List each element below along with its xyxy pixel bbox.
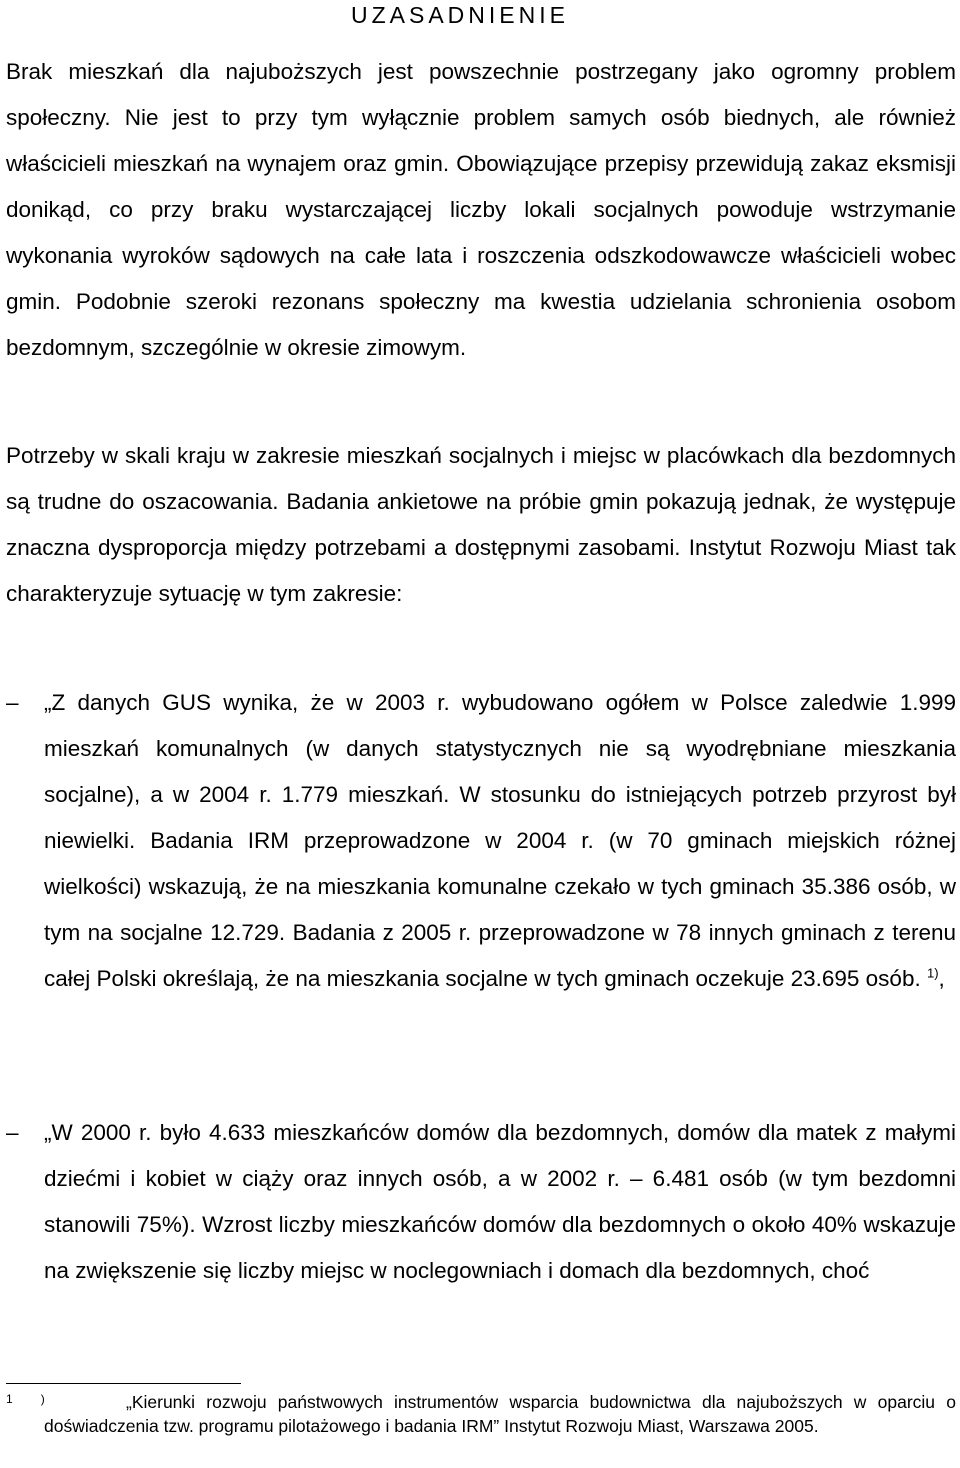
bullet-text: „Z danych GUS wynika, że w 2003 r. wybudowano ogółem w Polsce zaledwie 1.999 mieszkań komunalnych (w danych statystycznych nie są wyodrębniane mieszkania socjalne), a w 2004 r. 1.779 mieszkań. W stosunku do istniejących potrzeb przyrost był niewielki. Badania IRM przeprowadzone w 2004 r. (w 70 gminach miejskich różnej wielkości) wskazują, że na mieszkania komunalne czekało w tych gminach 35.386 osób, w tym na socjalne 12.729. Badania z 2005 r. przeprowadzone w 78 innych gminach z terenu całej Polski określają, że na mieszkania socjalne w tych gminach oczekuje 23.695 osób. bbox=[44, 690, 956, 991]
footnote-reference[interactable]: 1) bbox=[926, 965, 939, 981]
bullet-item-homeless-data bbox=[44, 1110, 956, 1294]
bullet-text: „W 2000 r. było 4.633 mieszkańców domów dla bezdomnych, domów dla matek z małymi dziećmi i kobiet w ciąży oraz innych osób, a w 2002 r. – 6.481 osób (w tym bezdomni stanowili 75%). Wzrost liczby mieszkańców domów dla bezdomnych o około 40% wskazuje na zwiększenie się liczby miejsc w noclegowniach i domach dla bezdomnych, choć bbox=[44, 1120, 956, 1283]
footnote-number: 1 bbox=[6, 1392, 13, 1406]
bullet-tail: , bbox=[938, 966, 945, 991]
footnote-divider bbox=[6, 1383, 241, 1384]
paragraph-needs: Potrzeby w skali kraju w zakresie mieszkań socjalnych i miejsc w placówkach dla bezdomnych są trudne do oszacowania. Badania ankietowe na próbie gmin pokazują jednak, że występuje znaczna dysproporcja między potrzebami a dostępnymi zasobami. Instytut Rozwoju Miast tak charakteryzuje sytuację w tym zakresie: bbox=[6, 443, 956, 606]
bullet-item-gus-data bbox=[44, 680, 956, 1002]
footnote-text: „Kierunki rozwoju państwowych instrumentów wsparcia budownictwa dla najuboższych w oparciu o doświadczenia tzw. programu pilotażowego i badania IRM” Instytut Rozwoju Miast, Warszawa 2005. bbox=[44, 1392, 956, 1436]
paragraph-intro: Brak mieszkań dla najuboższych jest powszechnie postrzegany jako ogromny problem społeczny. Nie jest to przy tym wyłącznie problem samych osób biednych, ale również właścicieli mieszkań na wynajem oraz gmin. Obowiązujące przepisy przewidują zakaz eksmisji donikąd, co przy braku wystarczającej liczby lokali socjalnych powoduje wstrzymanie wykonania wyroków sądowych na całe lata i roszczenia odszkodowawcze właścicieli wobec gmin. Podobnie szeroki rezonans społeczny ma kwestia udzielania schronienia osobom bezdomnym, szczególnie w okresie zimowym. bbox=[6, 59, 956, 360]
footnote-paren: ) bbox=[40, 1392, 45, 1406]
document-heading: UZASADNIENIE bbox=[351, 2, 569, 28]
bullet-dash: – bbox=[6, 1120, 19, 1145]
bullet-dash: – bbox=[6, 690, 19, 715]
